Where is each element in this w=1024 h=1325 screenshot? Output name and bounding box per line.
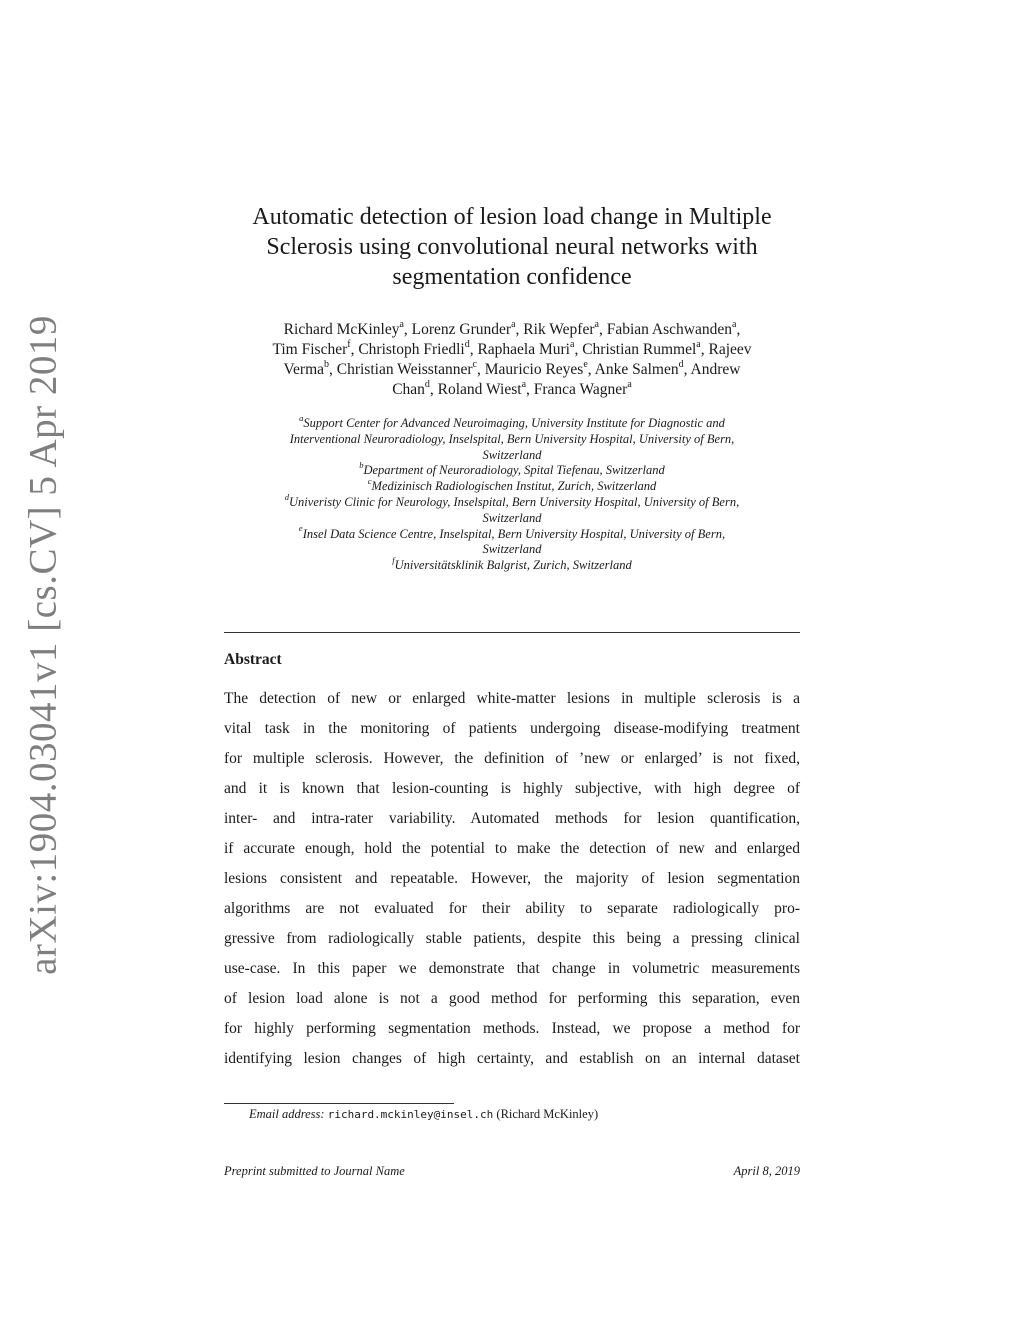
affiliation-mark: d [424, 378, 430, 390]
abstract-line: inter- and intra-rater variability. Automated methods for lesion quantification, [224, 810, 800, 827]
email-footnote [249, 1107, 598, 1122]
affiliation-line [224, 491, 800, 511]
author-list [224, 320, 800, 400]
affiliation-line [224, 412, 800, 432]
author-name: , Andrew [683, 361, 741, 378]
author-name: Verma [283, 361, 324, 378]
email-address: richard.mckinley@insel.ch [327, 1108, 494, 1121]
author-name: , Franca Wagner [526, 381, 628, 398]
author-name: , Rajeev [700, 341, 752, 358]
abstract-line: use-case. In this paper we demonstrate that change in volumetric measurements [224, 960, 800, 977]
paper-title [224, 202, 800, 292]
author-line [224, 320, 800, 340]
abstract-line: identifying lesion changes of high certainty, and establish on an internal dataset [224, 1050, 800, 1067]
affiliation-mark: a [521, 378, 527, 390]
title-line: segmentation confidence [392, 264, 632, 290]
author-name: , Mauricio Reyes [477, 361, 584, 378]
affiliation-mark: a [696, 338, 701, 350]
affiliation-text: Switzerland [482, 542, 542, 557]
affiliation-text: Univeristy Clinic for Neurology, Inselspital, Bern University Hospital, University of Bern, [289, 494, 740, 509]
affiliation-line [224, 511, 800, 527]
affiliation-mark: a [399, 318, 404, 330]
abstract-line: if accurate enough, hold the potential to make the detection of new and enlarged [224, 840, 800, 857]
author-separator: , [736, 321, 741, 338]
footer-date: April 8, 2019 [733, 1164, 800, 1178]
abstract-line: lesions consistent and repeatable. However, the majority of lesion segmentation [224, 870, 800, 887]
affiliation-mark: f [347, 338, 351, 350]
affiliation-mark: c [472, 358, 477, 370]
abstract-line: The detection of new or enlarged white-matter lesions in multiple sclerosis is a [224, 690, 800, 707]
affiliation-mark: f [392, 555, 395, 566]
author-name: , Christoph Friedli [350, 341, 465, 358]
affiliation-text: Support Center for Advanced Neuroimaging, University Institute for Diagnostic and [303, 416, 725, 430]
email-label: Email address: [249, 1107, 325, 1121]
affiliation-line [224, 542, 800, 558]
affiliation-line [224, 460, 800, 479]
arxiv-sidebar [0, 0, 90, 1325]
abstract-line: for multiple sclerosis. However, the definition of ’new or enlarged’ is not fixed, [224, 750, 800, 767]
abstract-line: gressive from radiologically stable patients, despite this being a pressing clinical [224, 930, 800, 947]
title-line: Sclerosis using convolutional neural networks with [266, 234, 758, 260]
author-name: , Rik Wepfer [515, 321, 595, 338]
author-name: Chan [392, 381, 425, 398]
affiliation-mark: a [511, 318, 516, 330]
author-name: , Fabian Aschwanden [598, 321, 732, 338]
abstract-line: for highly performing segmentation methods. Instead, we propose a method for [224, 1020, 800, 1037]
author-name: Tim Fischer [272, 341, 348, 358]
affiliation-text: Switzerland [482, 510, 542, 525]
abstract-line: of lesion load alone is not a good method for performing this separation, even [224, 990, 800, 1007]
author-name: , Christian Rummel [574, 341, 697, 358]
affiliation-mark: c [367, 476, 372, 487]
affiliation-mark: d [678, 358, 684, 370]
email-owner: (Richard McKinley) [496, 1107, 599, 1121]
affiliation-mark: a [299, 412, 304, 423]
arxiv-identifier: arXiv:1904.03041v1 [cs.CV] 5 Apr 2019 [21, 315, 65, 975]
affiliation-text: Insel Data Science Centre, Inselspital, Bern University Hospital, University of Bern, [302, 526, 726, 541]
affiliation-mark: a [731, 318, 737, 330]
preprint-notice: Preprint submitted to Journal Name [224, 1164, 405, 1178]
affiliation-list [224, 412, 800, 574]
author-name: , Roland Wiest [429, 381, 522, 398]
affiliation-line [224, 555, 800, 574]
affiliation-text: Department of Neuroradiology, Spital Tiefenau, Switzerland [363, 463, 665, 478]
affiliation-mark: a [570, 338, 575, 350]
author-line [224, 360, 800, 380]
abstract-heading: Abstract [224, 651, 282, 668]
affiliation-line [224, 476, 800, 495]
affiliation-line [224, 448, 800, 464]
affiliation-text: Interventional Neuroradiology, Inselspital, Bern University Hospital, University of Bern, [289, 431, 735, 446]
footnote-divider [224, 1103, 454, 1104]
affiliation-mark: d [284, 491, 290, 502]
author-name: , Lorenz Grunder [403, 321, 512, 338]
author-name: , Raphaela Muri [469, 341, 570, 358]
affiliation-mark: e [583, 358, 588, 370]
author-line [224, 340, 800, 360]
affiliation-mark: e [298, 523, 303, 534]
abstract-line: and it is known that lesion-counting is highly subjective, with high degree of [224, 780, 800, 797]
affiliation-line [224, 432, 800, 448]
abstract-line: vital task in the monitoring of patients undergoing disease-modifying treatment [224, 720, 800, 737]
title-line: Automatic detection of lesion load change in Multiple [252, 204, 772, 230]
section-divider [224, 632, 800, 633]
affiliation-mark: d [464, 338, 470, 350]
affiliation-text: Medizinisch Radiologischen Institut, Zurich, Switzerland [371, 479, 657, 494]
abstract-line: algorithms are not evaluated for their ability to separate radiologically pro- [224, 900, 800, 917]
affiliation-text: Universitätsklinik Balgrist, Zurich, Switzerland [394, 558, 632, 573]
author-name: , Christian Weisstanner [329, 361, 473, 378]
affiliation-mark: b [324, 358, 329, 370]
author-line [224, 380, 800, 400]
affiliation-text: Switzerland [482, 447, 542, 462]
author-name: Richard McKinley [283, 321, 400, 338]
affiliation-mark: b [359, 460, 364, 471]
author-name: , Anke Salmen [587, 361, 679, 378]
affiliation-mark: a [594, 318, 599, 330]
abstract-body [224, 689, 800, 1079]
affiliation-line [224, 523, 800, 543]
affiliation-mark: a [627, 378, 632, 390]
